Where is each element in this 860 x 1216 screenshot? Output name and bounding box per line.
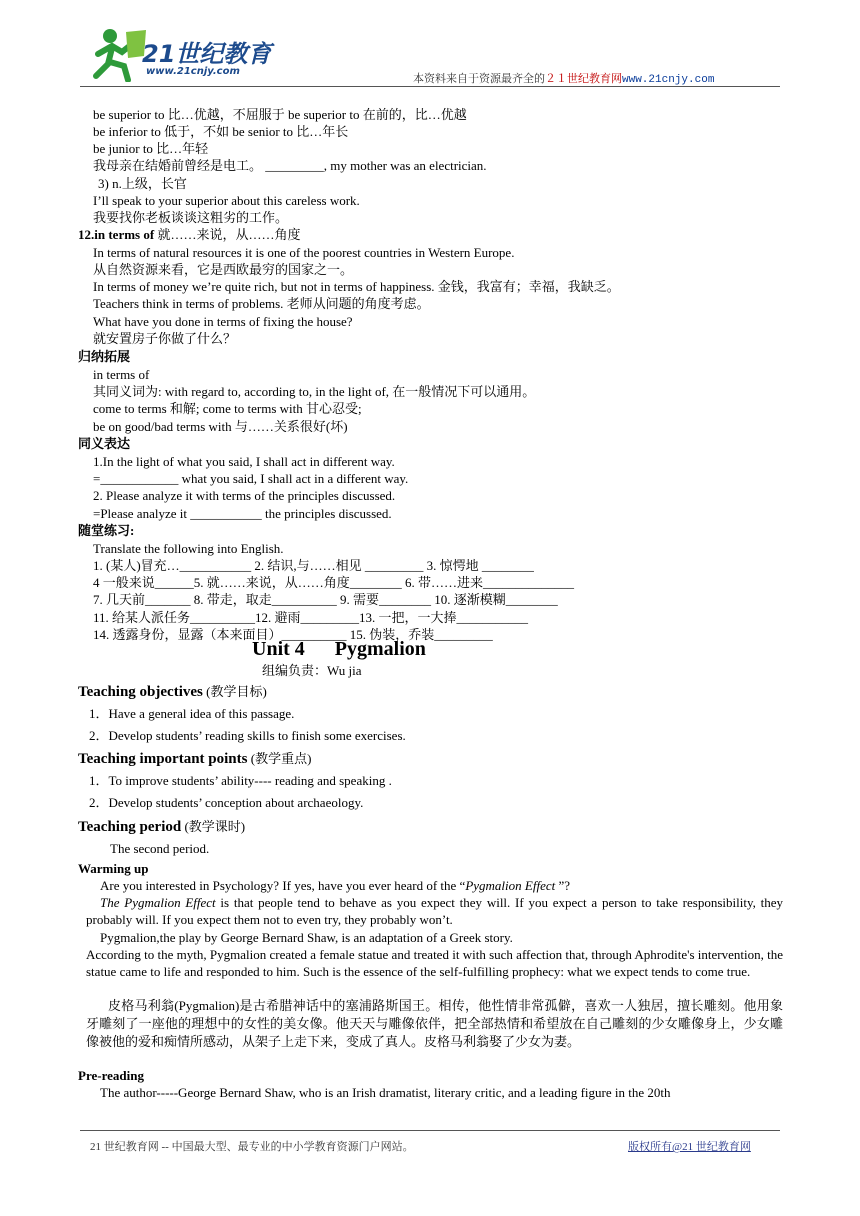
pre-reading-heading: Pre-reading [78,1068,144,1083]
important-points-heading-cn: (教学重点) [247,751,312,766]
exercise-line: 1. (某人)冒充…___________ 2. 结识,与……相见 _________ 3. 惊愕地 ________ [93,558,534,573]
text-line: be superior to 比…优越，不屈服于 be superior to 在前的，比…优越 [93,107,467,122]
footer-left: 21 世纪教育网 -- 中国最大型、最专业的中小学教育资源门户网站。 [90,1141,414,1153]
text-line: What have you done in terms of fixing the house? [93,314,353,329]
important-points-heading [78,748,311,768]
text-line: come to terms 和解; come to terms with 甘心忍受; [93,401,362,416]
text-line: I’ll speak to your superior about this careless work. [93,193,360,208]
warming-up-text: Are you interested in Psychology? If yes, have you ever heard of the “ [100,878,466,893]
item-term: 12.in terms of [78,227,155,242]
warming-up-paragraph [86,894,783,928]
text-line: Teachers think in terms of problems. 老师从问题的角度考虑。 [93,296,430,311]
text-line: in terms of [93,367,150,382]
warming-up-text-end: ”? [555,878,571,893]
myth-paragraph: According to the myth, Pygmalion created a female statue and treated it with such affection that, through Aphrodite's intervention, the statue came to life and responded to him. Such is the essence of the self-fulfilling prophecy: what we expect tends to come true. [86,947,783,979]
period-heading [78,816,245,836]
text-line: =Please analyze it ___________ the principles discussed. [93,506,392,521]
site-logo [88,26,288,86]
objectives-heading [78,681,267,701]
warming-up-heading: Warming up [78,861,149,876]
subheading: 归纳拓展 [78,349,131,364]
subheading: 随堂练习: [78,523,135,538]
header-rule [80,86,780,87]
header-note [413,70,714,86]
text-line: 就安置房子你做了什么？ [93,331,237,346]
text-line: be inferior to 低于，不如 be senior to 比…年长 [93,124,349,139]
text-line: 从自然资源来看，它是西欧最穷的国家之一。 [93,262,354,277]
important-point-item: 1．To improve students’ ability---- reading and speaking . [89,773,392,788]
item-meaning: 就……来说，从……角度 [154,227,301,242]
objectives-heading-en: Teaching objectives [78,684,203,700]
text-line: =____________ what you said, I shall act in a different way. [93,471,409,486]
warming-up-line: Pygmalion,the play by George Bernard Shaw, is an adaptation of a Greek story. [100,930,513,945]
pygmalion-effect-term: The Pygmalion Effect [100,895,216,910]
objective-item: 1．Have a general idea of this passage. [89,706,295,721]
footer-copyright-link[interactable]: 版权所有@21 世纪教育网 [628,1141,751,1153]
period-heading-cn: (教学课时) [181,819,246,834]
period-heading-en: Teaching period [78,819,182,835]
text-line: Translate the following into English. [93,541,284,556]
subheading: 同义表达 [78,436,131,451]
text-line: be junior to 比…年轻 [93,141,209,156]
warming-up-italic: Pygmalion Effect [465,878,556,893]
text-line: 1.In the light of what you said, I shall act in different way. [93,454,395,469]
text-line: In terms of money we’re quite rich, but not in terms of happiness. 金钱，我富有；幸福，我缺乏。 [93,279,620,294]
pygmalion-effect-definition: is that people tend to behave as you expect they will. If you expect a person to take responsibility, they probably will. If you expect them not to even try, they probably won’t. [86,895,784,927]
header-note-prefix: 本资料来自于资源最齐全的 [413,73,545,85]
unit-editor: 组编负责：Wu jia [262,663,362,678]
runner-logo-icon [88,26,148,82]
exercise-line: 11. 给某人派任务__________12. 避雨_________13. 一把，一大捧___________ [93,610,529,625]
text-line: be on good/bad terms with 与……关系很好(坏) [93,419,348,434]
text-line: 3) n.上级，长官 [98,176,187,191]
logo-url: www.21cnjy.com [146,66,240,77]
warming-up-line [100,877,570,894]
text-line: 其同义词为: with regard to, according to, in the light of, 在一般情况下可以通用。 [93,384,536,399]
chinese-paragraph: 皮格马利翁(Pygmalion)是古希腊神话中的塞浦路斯国王。相传，他性情非常孤僻，喜欢一人独居，擅长雕刻。他用象牙雕刻了一座他的理想中的女性的美女像。他天天与雕像依伴，把全部热情和希望放在自己雕刻的少女雕像身上，少女雕像被他的爱和痴情所感动，从架子上走下来，变成了真人。皮格马利翁娶了少女为妻。 [86,998,783,1049]
objectives-heading-cn: (教学目标) [202,684,267,699]
header-note-red: ２１世纪教育网 [545,73,622,85]
exercise-line: 7. 几天前_______ 8. 带走，取走__________ 9. 需要________ 10. 逐渐模糊________ [93,592,558,607]
text-line: 我要找你老板谈谈这粗劣的工作。 [93,210,289,225]
unit-title: Unit 4 Pygmalion [252,638,426,660]
important-point-item: 2．Develop students’ conception about archaeology. [89,795,364,810]
text-line: In terms of natural resources it is one of the poorest countries in Western Europe. [93,245,515,260]
important-points-heading-en: Teaching important points [78,751,248,767]
exercise-line: 4 一般来说______5. 就……来说，从……角度________ 6. 带……进来______________ [93,575,575,590]
footer-rule [80,1130,780,1131]
exercise-line: 14. 透露身份，显露（本来面目）__________ 15. 伪装，乔装_________ [93,627,493,642]
text-line: 2. Please analyze it with terms of the principles discussed. [93,488,396,503]
period-text: The second period. [110,841,210,856]
objective-item: 2．Develop students’ reading skills to finish some exercises. [89,728,406,743]
pre-reading-line: The author-----George Bernard Shaw, who is an Irish dramatist, literary critic, and a leading figure in the 20th [100,1085,671,1100]
header-note-site[interactable]: www.21cnjy.com [622,74,715,86]
text-line: 我母亲在结婚前曾经是电工。 _________, my mother was an electrician. [93,158,487,173]
logo-text: 21世纪教育 [142,40,272,68]
section-item-12 [78,226,300,243]
